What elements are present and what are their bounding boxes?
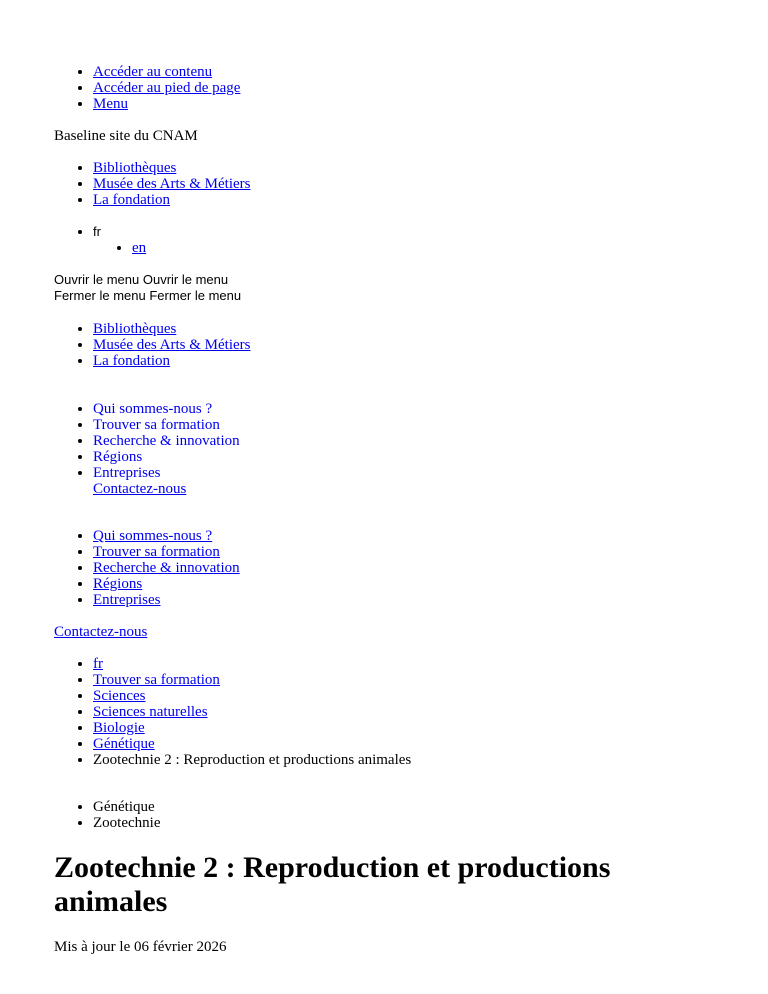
mobile-nav-item xyxy=(93,449,768,465)
breadcrumb-item xyxy=(93,688,768,704)
breadcrumb-biology[interactable]: Biologie xyxy=(93,720,145,736)
tag-list xyxy=(54,799,768,831)
main-nav xyxy=(54,528,768,608)
skip-link-item xyxy=(93,80,768,96)
main-nav-research[interactable]: Recherche & innovation xyxy=(93,560,240,576)
language-option xyxy=(132,240,768,256)
mobile-nav-research[interactable]: Recherche & innovation xyxy=(93,433,240,449)
mobile-nav-item xyxy=(93,433,768,449)
mobile-top-link-item xyxy=(93,353,768,369)
main-nav-item xyxy=(93,528,768,544)
main-nav-item xyxy=(93,592,768,608)
breadcrumb-training[interactable]: Trouver sa formation xyxy=(93,672,220,688)
language-options xyxy=(93,240,768,256)
top-link-item xyxy=(93,176,768,192)
mobile-top-link-libraries[interactable]: Bibliothèques xyxy=(93,321,177,337)
language-option-en[interactable]: en xyxy=(132,240,147,256)
language-switcher xyxy=(54,224,768,256)
tag-zootechnics: Zootechnie xyxy=(93,815,161,831)
main-nav-item xyxy=(93,544,768,560)
breadcrumb-home[interactable]: fr xyxy=(93,656,103,672)
breadcrumb-item xyxy=(93,656,768,672)
skip-to-footer-link[interactable]: Accéder au pied de page xyxy=(93,80,241,96)
breadcrumb-natural-sciences[interactable]: Sciences naturelles xyxy=(93,704,208,720)
mobile-top-link-museum[interactable]: Musée des Arts & Métiers xyxy=(93,337,251,353)
main-nav-item xyxy=(93,560,768,576)
skip-link-item xyxy=(93,64,768,80)
main-nav-companies[interactable]: Entreprises xyxy=(93,592,161,608)
skip-to-menu-link[interactable]: Menu xyxy=(93,96,128,112)
tag-item xyxy=(93,815,768,831)
breadcrumb xyxy=(54,656,768,768)
skip-links xyxy=(54,64,768,112)
tag-item xyxy=(93,799,768,815)
language-current xyxy=(93,224,768,256)
page-title: Zootechnie 2 : Reproduction et productions animales xyxy=(54,851,611,918)
breadcrumb-item xyxy=(93,672,768,688)
mobile-nav-item xyxy=(93,417,768,433)
mobile-top-link-foundation[interactable]: La fondation xyxy=(93,353,171,369)
breadcrumb-current: Zootechnie 2 : Reproduction et productions animales xyxy=(93,752,412,768)
close-menu-button[interactable]: Fermer le menu Fermer le menu xyxy=(54,288,242,303)
skip-link-item xyxy=(93,96,768,112)
mobile-top-links xyxy=(54,321,768,369)
mobile-nav-item xyxy=(93,401,768,417)
contact-link-wrapper xyxy=(54,624,768,640)
mobile-top-link-item xyxy=(93,337,768,353)
mobile-contact-link[interactable]: Contactez-nous xyxy=(93,481,187,497)
breadcrumb-item xyxy=(93,704,768,720)
language-current-label[interactable]: fr xyxy=(93,224,101,239)
contact-link[interactable]: Contactez-nous xyxy=(54,624,148,640)
mobile-nav-companies[interactable]: Entreprises xyxy=(93,465,161,481)
mobile-main-nav xyxy=(54,401,768,497)
mobile-nav-regions[interactable]: Régions xyxy=(93,449,143,465)
breadcrumb-genetics[interactable]: Génétique xyxy=(93,736,155,752)
main-nav-regions[interactable]: Régions xyxy=(93,576,143,592)
breadcrumb-item xyxy=(93,720,768,736)
tag-genetics: Génétique xyxy=(93,799,155,815)
top-link-item xyxy=(93,192,768,208)
breadcrumb-item xyxy=(93,736,768,752)
top-link-libraries[interactable]: Bibliothèques xyxy=(93,160,177,176)
top-link-museum[interactable]: Musée des Arts & Métiers xyxy=(93,176,251,192)
main-nav-training[interactable]: Trouver sa formation xyxy=(93,544,220,560)
mobile-nav-item xyxy=(93,465,768,497)
mobile-nav-about[interactable]: Qui sommes-nous ? xyxy=(93,401,213,417)
mobile-top-link-item xyxy=(93,321,768,337)
breadcrumb-item xyxy=(93,752,768,768)
top-links xyxy=(54,160,768,208)
top-link-foundation[interactable]: La fondation xyxy=(93,192,171,208)
updated-date: Mis à jour le 06 février 2026 xyxy=(54,939,227,955)
main-nav-about[interactable]: Qui sommes-nous ? xyxy=(93,528,213,544)
site-baseline: Baseline site du CNAM xyxy=(54,128,198,144)
open-menu-button[interactable]: Ouvrir le menu Ouvrir le menu xyxy=(54,272,229,287)
main-nav-item xyxy=(93,576,768,592)
mobile-nav-training[interactable]: Trouver sa formation xyxy=(93,417,220,433)
skip-to-content-link[interactable]: Accéder au contenu xyxy=(93,64,213,80)
top-link-item xyxy=(93,160,768,176)
breadcrumb-sciences[interactable]: Sciences xyxy=(93,688,146,704)
